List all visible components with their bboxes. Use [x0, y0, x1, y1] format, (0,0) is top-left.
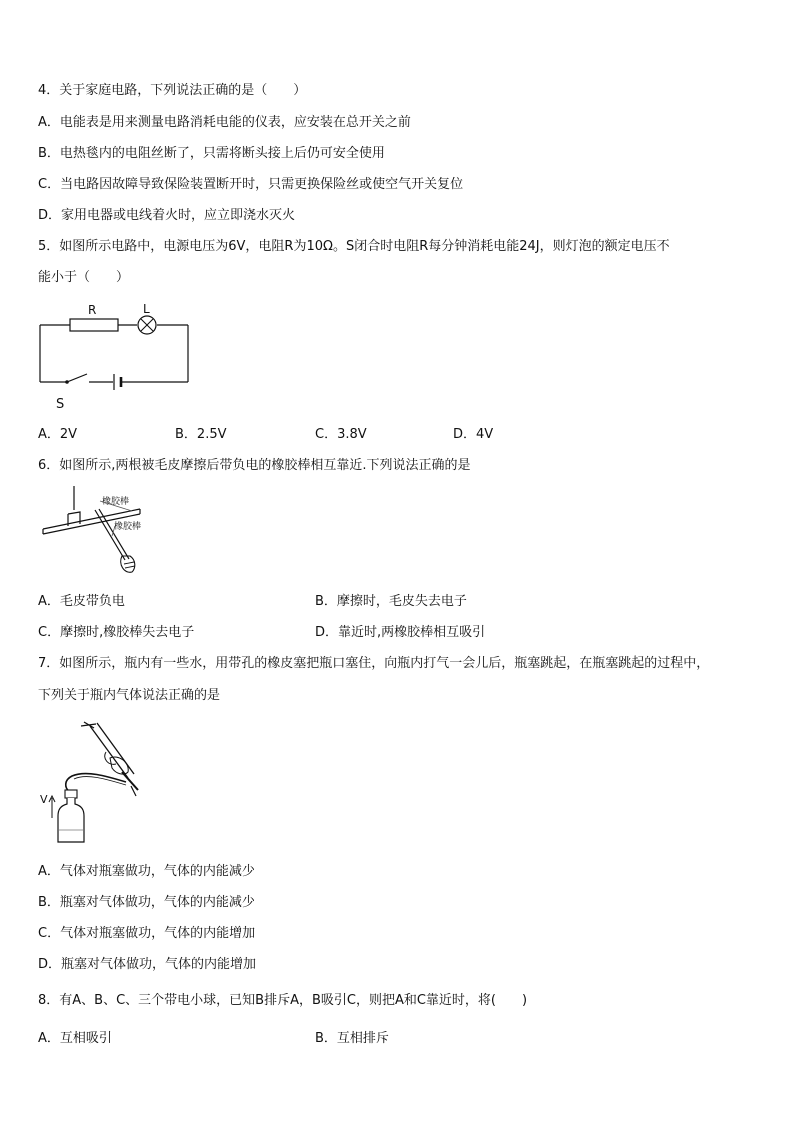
q4-stem: 4．关于家庭电路，下列说法正确的是（ ）: [38, 83, 307, 98]
q5-option-d: D．4V: [453, 427, 494, 442]
q5-option-b: B．2.5V: [175, 427, 227, 442]
stopper: [65, 790, 77, 798]
q7-option-b: B．瓶塞对气体做功，气体的内能减少: [38, 895, 255, 910]
switch-symbol: [65, 374, 87, 384]
label-r: R: [88, 303, 97, 317]
q7-stem-line2: 下列关于瓶内气体说法正确的是: [38, 688, 221, 703]
q7-option-a: A．气体对瓶塞做功，气体的内能减少: [38, 864, 255, 879]
battery-symbol: [114, 374, 121, 390]
q7-pump-bottle-diagram: [36, 718, 146, 848]
q7-stem-line1: 7．如图所示，瓶内有一些水，用带孔的橡皮塞把瓶口塞住，向瓶内打气一会儿后，瓶塞跳起，在瓶塞跳起的过程中，: [38, 656, 710, 671]
q4-option-c: C．当电路因故障导致保险装置断开时，只需更换保险丝或使空气开关复位: [38, 177, 464, 192]
q6-option-a: A．毛皮带负电: [38, 594, 125, 609]
label-rod-top: 橡胶棒: [102, 497, 130, 507]
q5-stem-line2: 能小于（ ）: [38, 270, 130, 285]
q4-option-b: B．电热毯内的电阻丝断了，只需将断头接上后仍可安全使用: [38, 146, 385, 161]
label-l: L: [143, 302, 150, 316]
q5-circuit-diagram: [36, 298, 196, 413]
bottle: [58, 798, 84, 842]
q6-rubber-rods-diagram: [40, 482, 160, 582]
q7-option-c: C．气体对瓶塞做功，气体的内能增加: [38, 926, 256, 941]
q7-option-d: D．瓶塞对气体做功，气体的内能增加: [38, 957, 257, 972]
q8-option-b: B．互相排斥: [315, 1031, 389, 1046]
q8-stem: 8．有A、B、C、三个带电小球，已知B排斥A，B吸引C，则把A和C靠近时，将( ): [38, 993, 528, 1008]
handheld-rod: [95, 509, 135, 572]
q4-option-d: D．家用电器或电线着火时，应立即浇水灭火: [38, 208, 296, 223]
label-v: V: [40, 793, 48, 806]
air-pump: [81, 722, 138, 796]
label-rod-bottom: 橡胶棒: [114, 522, 142, 532]
lamp-symbol: [138, 316, 156, 334]
q5-option-c: C．3.8V: [315, 427, 367, 442]
q6-option-d: D．靠近时,两橡胶棒相互吸引: [315, 625, 486, 640]
q6-option-b: B．摩擦时，毛皮失去电子: [315, 594, 467, 609]
label-s: S: [56, 397, 65, 412]
resistor-symbol: [70, 319, 118, 331]
q5-option-a: A．2V: [38, 427, 78, 442]
q6-stem: 6．如图所示,两根被毛皮摩擦后带负电的橡胶棒相互靠近.下列说法正确的是: [38, 458, 471, 473]
suspension-hanger: [68, 486, 80, 526]
q6-option-c: C．摩擦时,橡胶棒失去电子: [38, 625, 195, 640]
velocity-arrow: [49, 796, 55, 818]
q4-option-a: A．电能表是用来测量电路消耗电能的仪表，应安装在总开关之前: [38, 115, 411, 130]
q8-option-a: A．互相吸引: [38, 1031, 112, 1046]
q5-stem-line1: 5．如图所示电路中，电源电压为6V，电阻R为10Ω。S闭合时电阻R每分钟消耗电能24J，则灯泡的额定电压不: [38, 239, 670, 254]
